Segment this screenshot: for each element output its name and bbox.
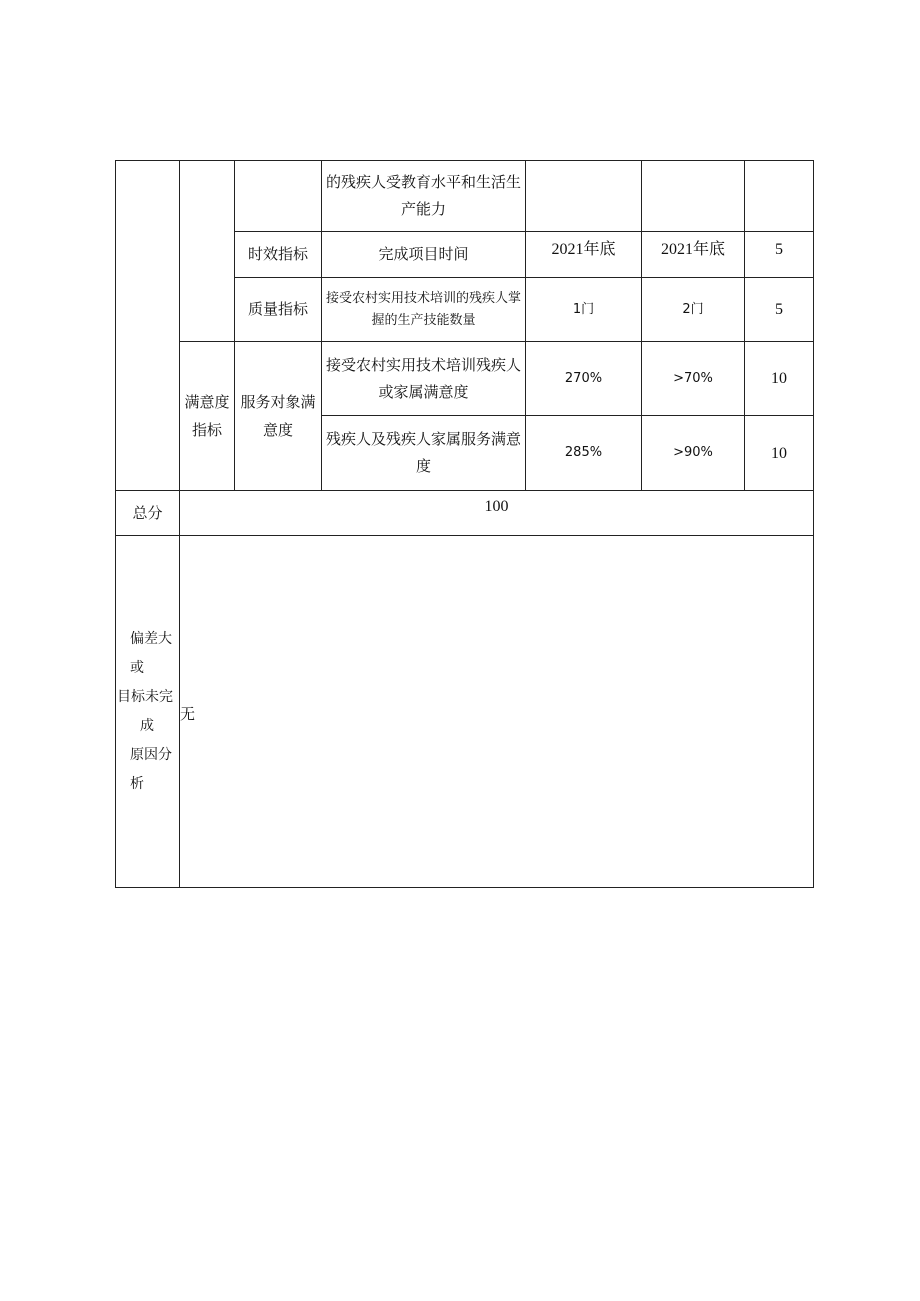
actual-value-cell: >90% — [673, 445, 713, 460]
deviation-label-line: 目标未完 — [117, 689, 173, 705]
actual-value-cell: 2门 — [682, 301, 704, 317]
annual-target-cell: 2021年底 — [551, 241, 616, 258]
indicator-cell: 的残疾人受教育水平和生活生产能力 — [326, 173, 522, 218]
category-cell: 时效指标 — [247, 245, 308, 263]
deviation-label-line: 偏差大 — [130, 631, 172, 647]
score-cell: 5 — [775, 241, 783, 258]
deviation-label-line: 成 — [140, 718, 154, 734]
indicator-cell: 残疾人及残疾人家属服务满意度 — [325, 430, 521, 475]
deviation-label-line: 或 — [130, 660, 144, 676]
actual-value-cell: 2021年底 — [660, 241, 725, 258]
deviation-label-line: 析 — [130, 776, 144, 792]
indicator-cell: 接受农村实用技术培训残疾人或家属满意度 — [325, 355, 521, 401]
border — [115, 490, 814, 491]
indicator-cell: 接受农村实用技术培训的残疾人掌握的生产技能数量 — [326, 290, 522, 328]
annual-target-cell: 285% — [564, 445, 603, 460]
category-cell: 质量指标 — [247, 300, 308, 318]
indicator-cell: 完成项目时间 — [378, 245, 469, 263]
total-label: 总分 — [132, 503, 163, 522]
total-score: 100 — [484, 498, 509, 515]
annual-target-cell: 270% — [564, 370, 603, 386]
score-cell: 10 — [771, 444, 787, 462]
deviation-label — [116, 625, 179, 799]
deviation-value: 无 — [180, 705, 196, 723]
annual-target-cell: 1门 — [572, 301, 595, 317]
actual-value-cell: >70% — [673, 370, 713, 386]
score-cell: 5 — [775, 301, 783, 318]
score-cell: 10 — [771, 370, 787, 387]
border — [813, 160, 814, 888]
border — [115, 535, 814, 536]
border — [115, 887, 814, 888]
satisfaction-level2-cell: 服务对象满意度 — [240, 393, 316, 439]
satisfaction-level1-cell: 满意度指标 — [184, 393, 230, 439]
deviation-label-line: 原因分 — [130, 747, 172, 763]
